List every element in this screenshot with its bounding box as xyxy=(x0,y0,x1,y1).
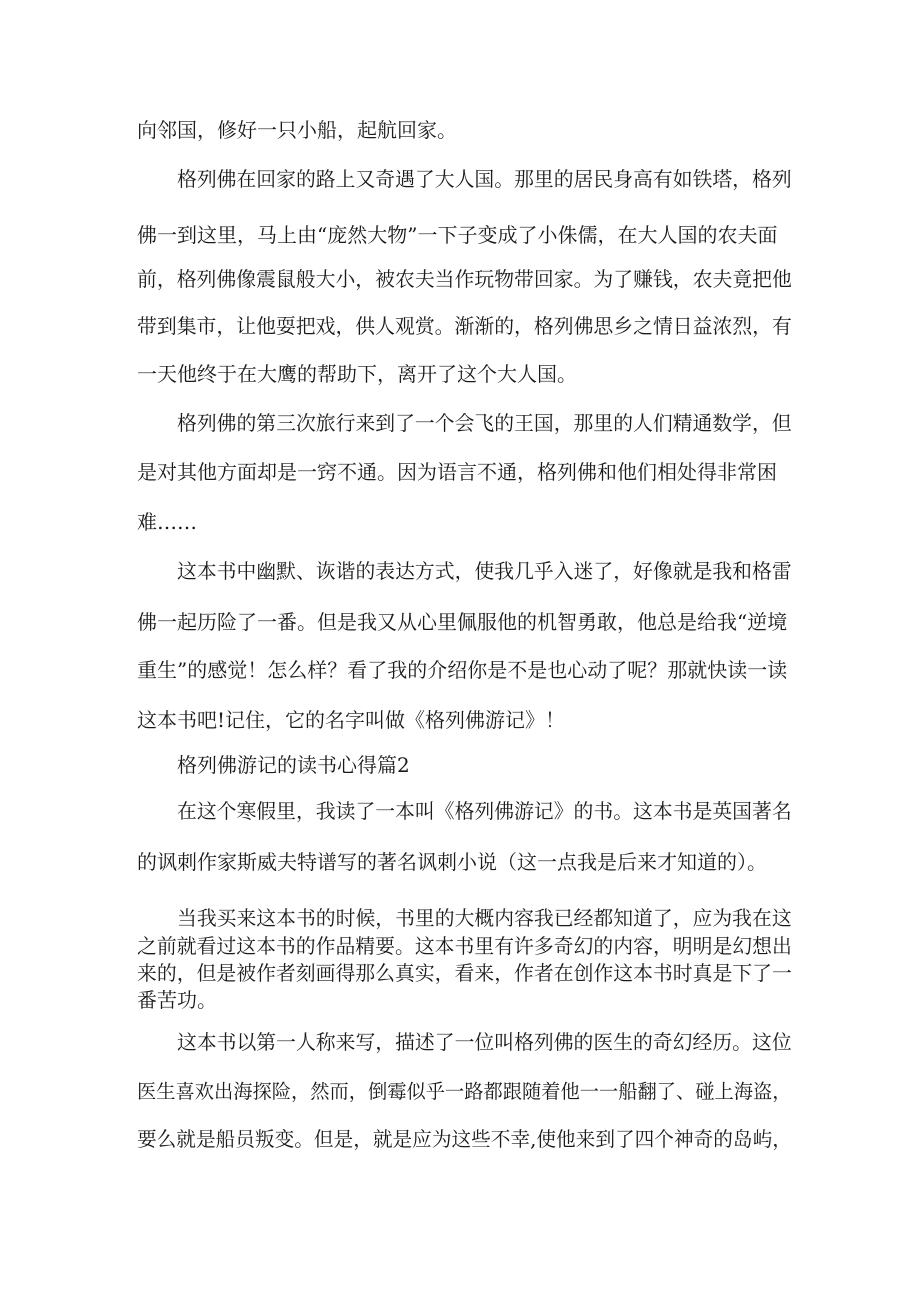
text-line: 要么就是船员叛变。但是，就是应为这些不幸,使他来到了四个神奇的岛屿， xyxy=(137,1128,792,1151)
text-line: 带到集市，让他耍把戏，供人观赏。渐渐的，格列佛思乡之情日益浓烈，有 xyxy=(137,315,792,338)
text-line: 一天他终于在大鹰的帮助下，离开了这个大人国。 xyxy=(137,362,577,386)
text-line: 在这个寒假里，我读了一本叫《格列佛游记》的书。这本书是英国著名 xyxy=(177,800,792,823)
text-line: 的讽刺作家斯威夫特谱写的著名讽刺小说（这一点我是后来才知道的）。 xyxy=(137,850,767,874)
text-line: 前，格列佛像震鼠般大小，被农夫当作玩物带回家。为了赚钱，农夫竟把他 xyxy=(137,268,792,291)
text-line: 这本书以第一人称来写，描述了一位叫格列佛的医生的奇幻经历。这位 xyxy=(177,1031,792,1054)
text-line: 佛一到这里，马上由“庞然大物”一下子变成了小侏儒，在大人国的农夫面 xyxy=(137,223,778,247)
text-line: 难…… xyxy=(137,510,197,534)
text-line: 重生”的感觉！怎么样？看了我的介绍你是不是也心动了呢？那就快读一读 xyxy=(137,658,788,682)
text-line: 格列佛在回家的路上又奇遇了大人国。那里的居民身高有如铁塔，格列 xyxy=(177,168,792,191)
text-line: 当我买来这本书的时候，书里的大概内容我已经都知道了，应为我在这 xyxy=(177,907,792,930)
section-heading: 格列佛游记的读书心得篇2 xyxy=(177,753,410,777)
text-line: 是对其他方面却是一窍不通。因为语言不通，格列佛和他们相处得非常困 xyxy=(137,460,777,484)
text-line: 向邻国，修好一只小船，起航回家。 xyxy=(137,118,457,142)
text-line: 格列佛的第三次旅行来到了一个会飞的王国，那里的人们精通数学，但 xyxy=(177,412,792,435)
text-line: 这本书吧!记住，它的名字叫做《格列佛游记》！ xyxy=(137,708,566,732)
text-line: 医生喜欢出海探险，然而，倒霉似乎一路都跟随着他一一船翻了、碰上海盗， xyxy=(137,1080,792,1103)
text-line: 番苦功。 xyxy=(137,988,217,1012)
text-line: 来的，但是被作者刻画得那么真实，看来，作者在创作这本书时真是下了一 xyxy=(137,962,792,985)
text-line: 这本书中幽默、诙谐的表达方式，使我几乎入迷了，好像就是我和格雷 xyxy=(177,560,792,583)
text-line: 之前就看过这本书的作品精要。这本书里有许多奇幻的内容，明明是幻想出 xyxy=(137,935,792,958)
text-line: 佛一起历险了一番。但是我又从心里佩服他的机智勇敢，他总是给我“逆境 xyxy=(137,610,788,634)
